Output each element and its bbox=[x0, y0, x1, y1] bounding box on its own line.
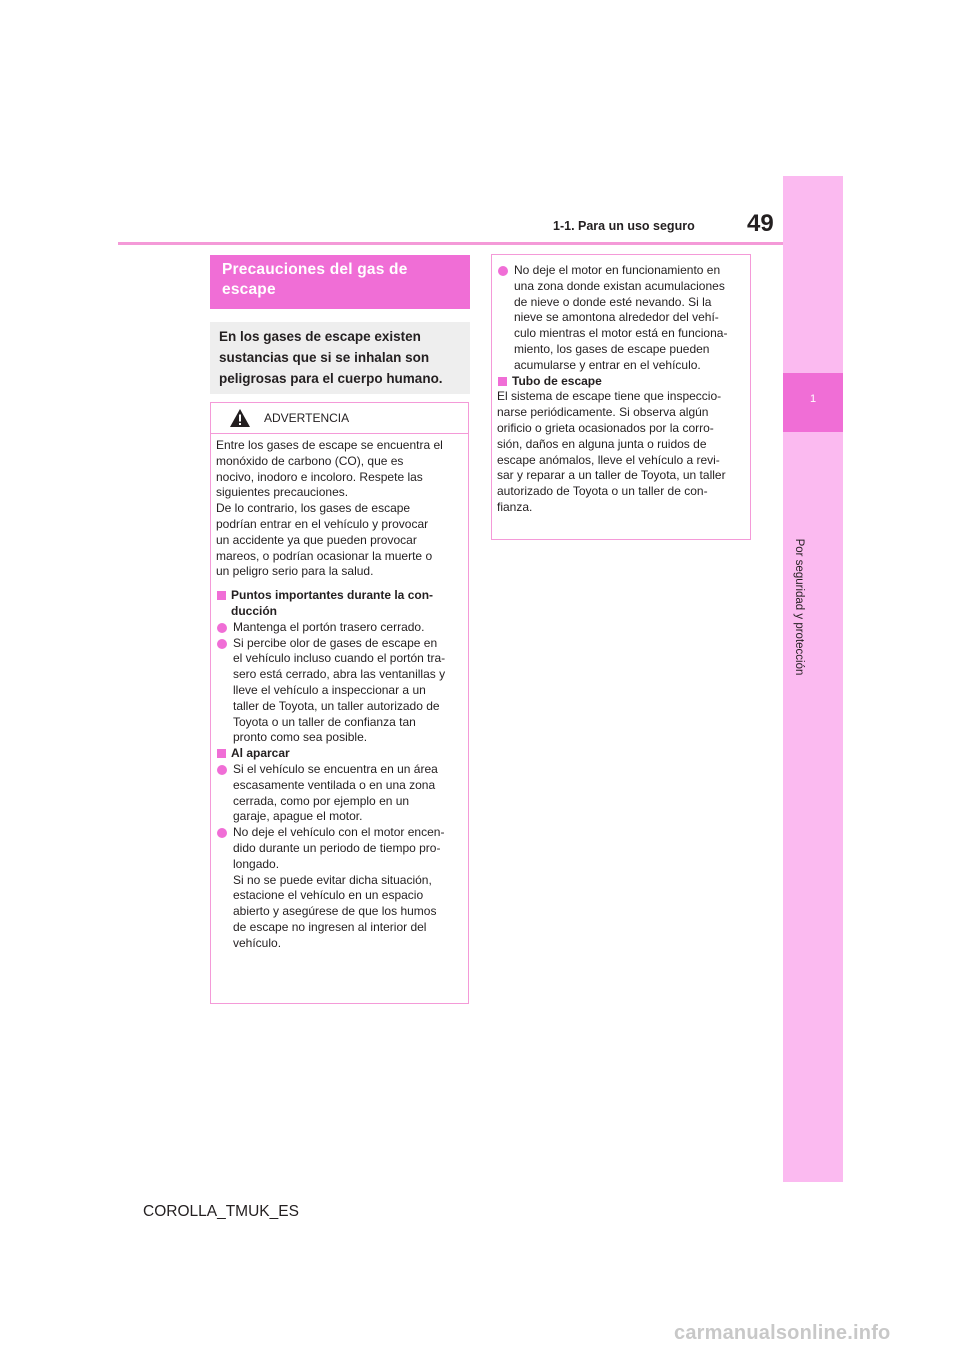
intro-line: En los gases de escape existen bbox=[219, 329, 421, 344]
round-bullet-icon bbox=[217, 623, 227, 633]
exhaust-pipe-paragraph: El sistema de escape tiene que inspeccio- narse periódicamente. Si observa algún orificio o grieta ocasionados por la corro- sión, daños en alguna junta o ruidos de escape anómalos, lleve el vehículo a revi- sar y reparar a un taller de Toyota, un taller autorizado de Toyota o un taller de con- fianza. bbox=[497, 389, 726, 514]
intro-line: sustancias que si se inhalan son bbox=[219, 350, 430, 365]
subheading-parking: Al aparcar bbox=[216, 746, 462, 762]
chapter-side-tab bbox=[783, 176, 843, 1182]
warning-body bbox=[211, 434, 468, 952]
header-rule bbox=[118, 242, 783, 245]
chapter-number: 1 bbox=[809, 393, 817, 405]
round-bullet-icon bbox=[217, 828, 227, 838]
intro-line: peligrosas para el cuerpo humano. bbox=[219, 371, 443, 386]
page-number: 49 bbox=[747, 210, 774, 237]
bullet-item: No deje el vehículo con el motor encen- dido durante un periodo de tiempo pro- longado. Si no se puede evitar dicha situación, estacione el vehículo en un espacio abierto y asegúrese de que los humos de escape no ingresen al interior del vehículo. bbox=[216, 825, 462, 951]
running-header: 1-1. Para un uso seguro bbox=[553, 219, 695, 233]
warning-intro: Entre los gases de escape se encuentra el monóxido de carbono (CO), que es nocivo, inodoro e incoloro. Respete las siguientes precauciones. De lo contrario, los gases de escape podrían entrar en el vehículo y provocar un accidente ya que pueden provocar mareos, o podrían ocasionar la muerte o un peligro serio para la salud. bbox=[216, 438, 443, 579]
section-title bbox=[210, 255, 470, 309]
bullet-item: Si el vehículo se encuentra en un área escasamente ventilada o en una zona cerrada, como por ejemplo en un garaje, apague el motor. bbox=[216, 762, 462, 825]
section-title-line: escape bbox=[222, 281, 276, 298]
intro-summary bbox=[210, 322, 470, 394]
bullet-item: No deje el motor en funcionamiento en una zona donde existan acumulaciones de nieve o donde esté nevando. Si la nieve se amontona alrededor del vehí- culo mientras el motor está en funciona- miento, los gases de escape pueden acumularse y entrar en el vehículo. bbox=[497, 263, 744, 374]
warning-title: ADVERTENCIA bbox=[264, 411, 350, 425]
warning-continued-box bbox=[491, 254, 751, 540]
round-bullet-icon bbox=[217, 639, 227, 649]
square-bullet-icon bbox=[217, 749, 226, 758]
warning-continued-body bbox=[492, 255, 750, 516]
bullet-item: Si percibe olor de gases de escape en el vehículo incluso cuando el portón tra- sero está cerrado, abra las ventanillas y lleve el vehículo a inspeccionar a un taller de Toyota, un taller autorizado de Toyota o un taller de confianza tan pronto como sea posible. bbox=[216, 636, 462, 747]
round-bullet-icon bbox=[498, 266, 508, 276]
bullet-item: Mantenga el portón trasero cerrado. bbox=[216, 620, 462, 636]
chapter-title: Por seguridad y protección bbox=[793, 538, 805, 676]
document-code: COROLLA_TMUK_ES bbox=[143, 1203, 299, 1220]
square-bullet-icon bbox=[217, 591, 226, 600]
round-bullet-icon bbox=[217, 765, 227, 775]
warning-header bbox=[211, 403, 468, 434]
square-bullet-icon bbox=[498, 377, 507, 386]
subheading-exhaust-pipe: Tubo de escape bbox=[497, 374, 744, 390]
warning-triangle-icon bbox=[229, 408, 251, 428]
warning-box bbox=[210, 402, 469, 1004]
watermark-link[interactable]: carmanualsonline.info bbox=[674, 1322, 891, 1344]
section-title-line: Precauciones del gas de bbox=[222, 261, 408, 278]
subheading-driving: Puntos importantes durante la con- ducción bbox=[216, 588, 462, 620]
